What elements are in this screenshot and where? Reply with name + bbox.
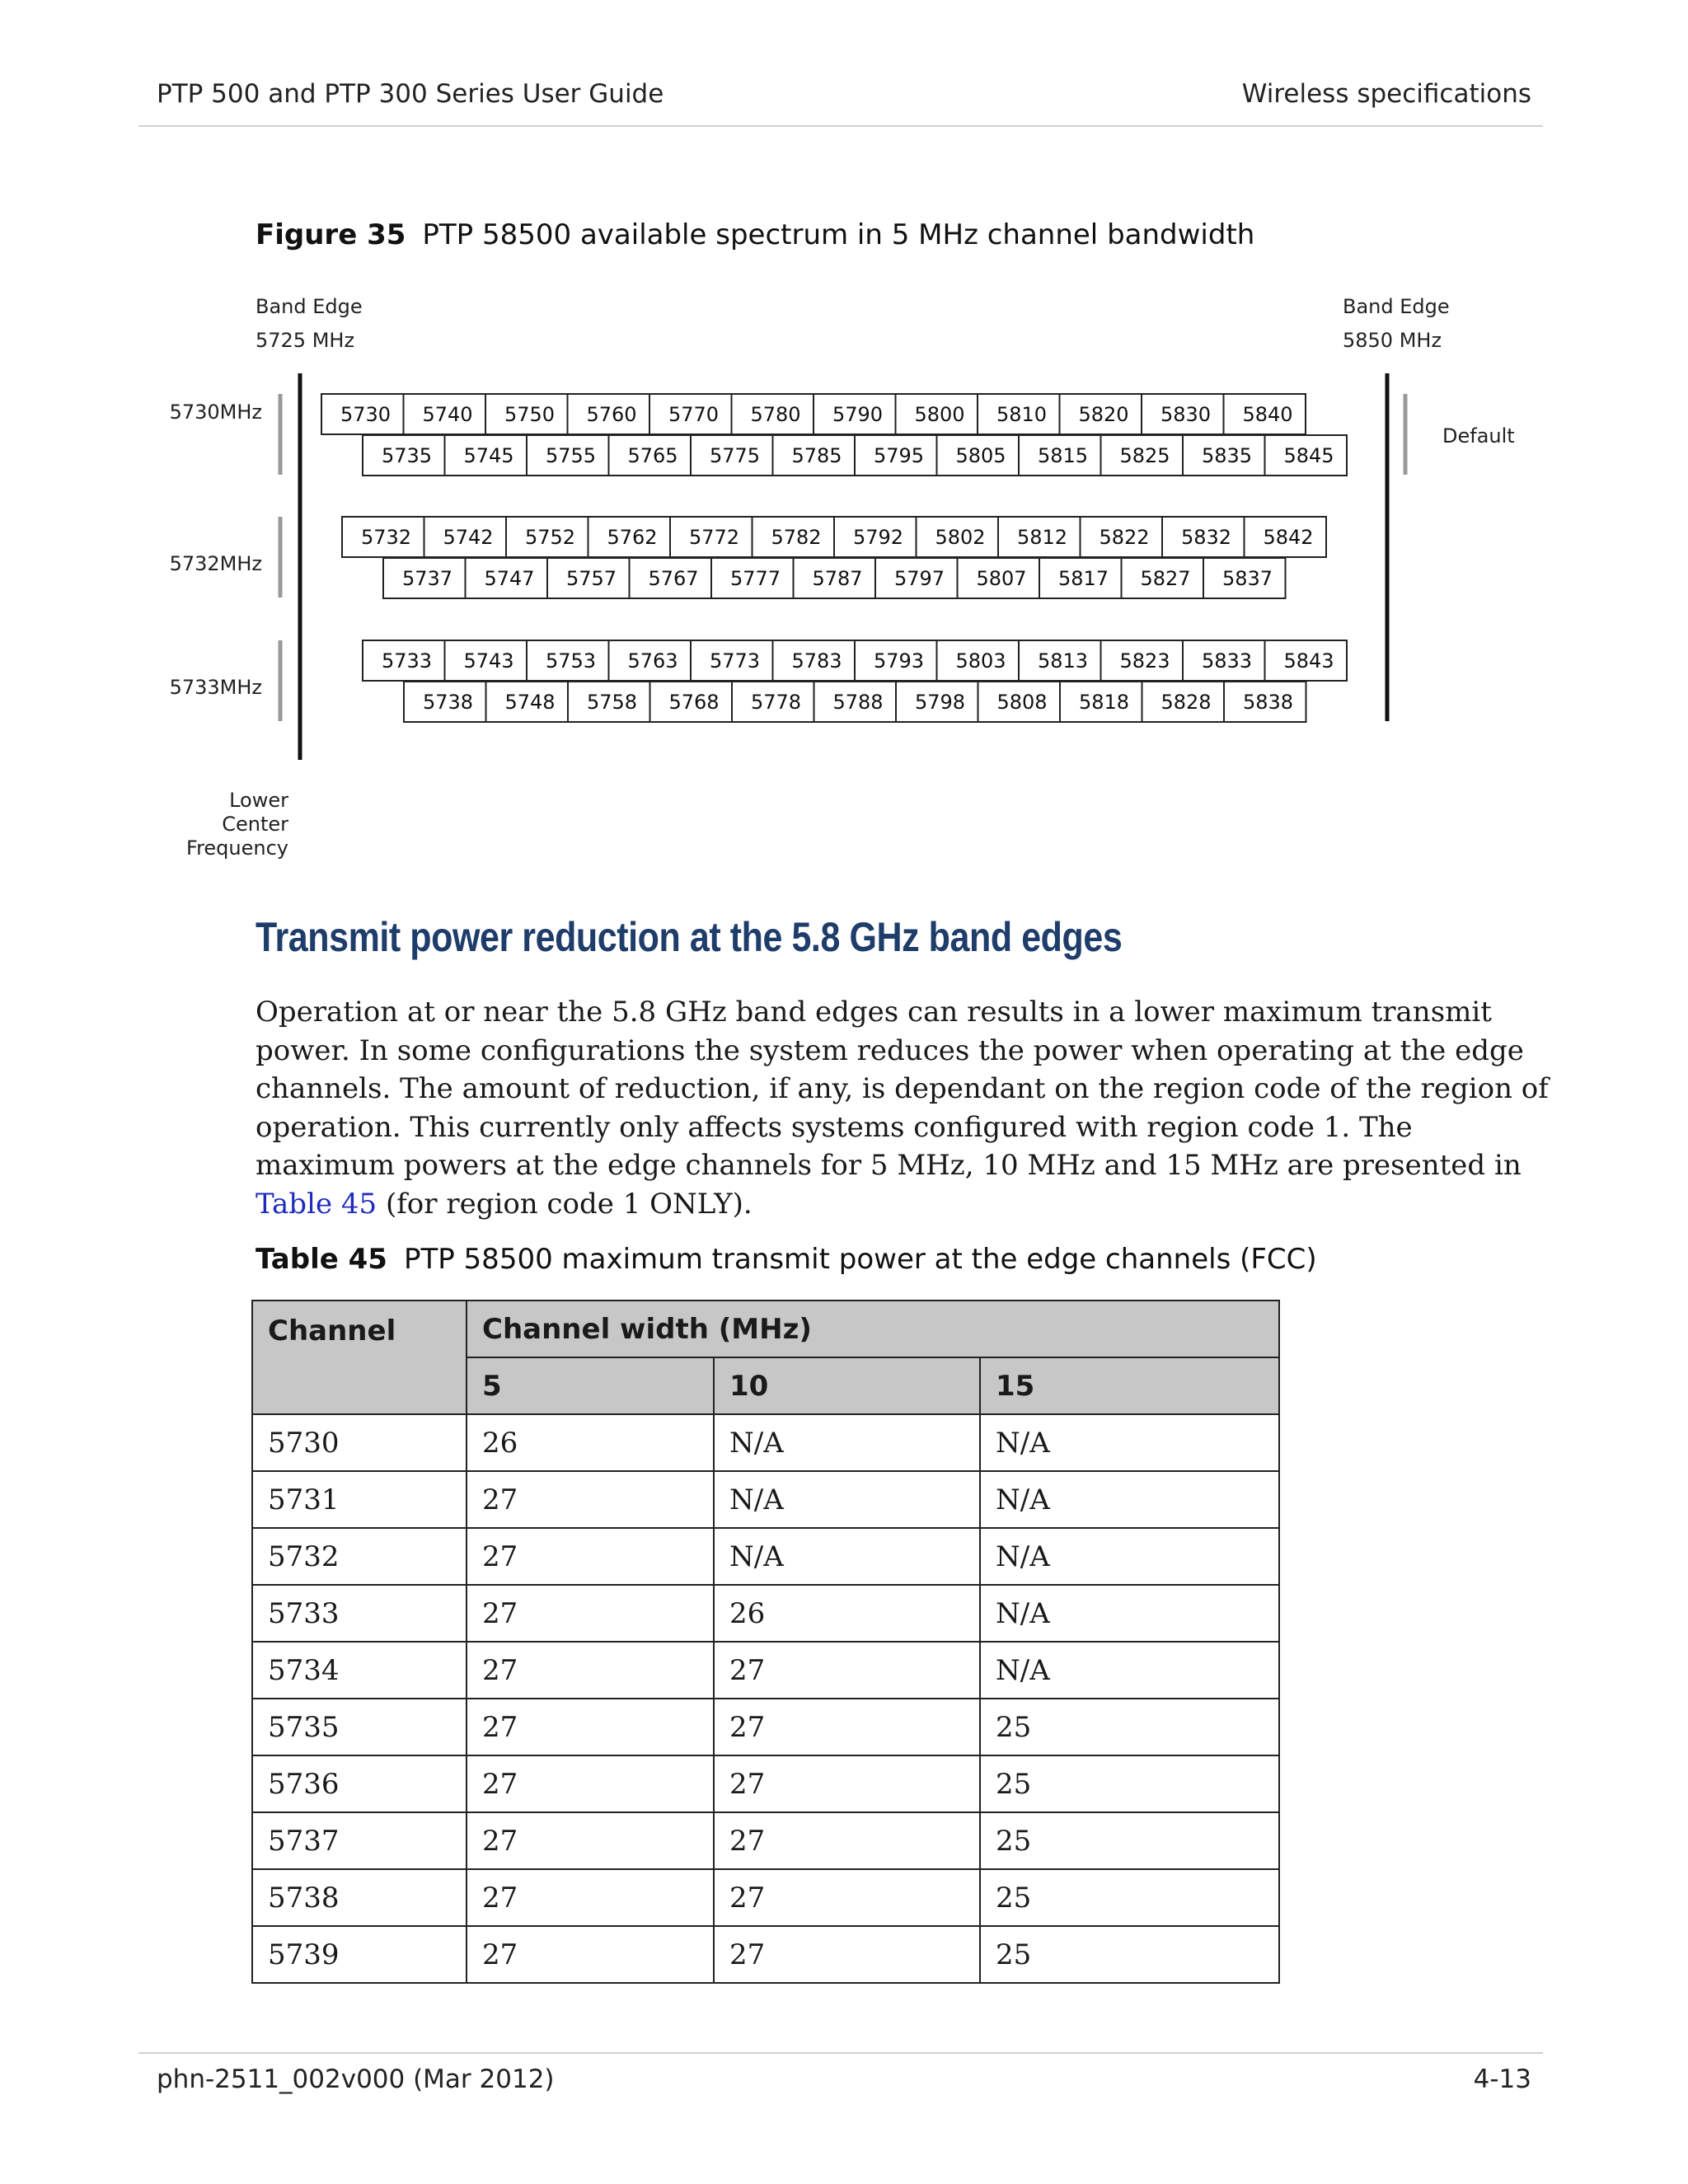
footer-document-id: phn-2511_002v000 (Mar 2012) bbox=[157, 2064, 555, 2094]
table-row bbox=[252, 1642, 1279, 1699]
channel-label: 5777 bbox=[730, 567, 781, 590]
cell-15mhz: N/A bbox=[980, 1414, 1279, 1471]
channel-label: 5793 bbox=[874, 649, 925, 673]
channel-label: 5753 bbox=[546, 649, 597, 673]
cell-10mhz: 27 bbox=[714, 1812, 980, 1869]
channel-label: 5802 bbox=[935, 526, 986, 549]
figure-caption bbox=[256, 218, 1254, 251]
channel-label: 5835 bbox=[1202, 444, 1253, 467]
channel-label: 5743 bbox=[463, 649, 514, 673]
table-row bbox=[252, 1812, 1279, 1869]
table-45-link[interactable]: Table 45 bbox=[256, 1187, 377, 1221]
cell-10mhz: N/A bbox=[714, 1414, 980, 1471]
channel-label: 5805 bbox=[955, 444, 1006, 467]
channel-label: 5775 bbox=[710, 444, 761, 467]
channel-label: 5837 bbox=[1222, 567, 1273, 590]
channel-label: 5767 bbox=[648, 567, 699, 590]
figure-title: PTP 58500 available spectrum in 5 MHz channel bandwidth bbox=[422, 218, 1255, 251]
channel-label: 5772 bbox=[689, 526, 740, 549]
table-caption bbox=[256, 1243, 1317, 1276]
cell-5mhz: 26 bbox=[467, 1414, 714, 1471]
band-edge-left-freq: 5725 MHz bbox=[256, 329, 355, 352]
channel-label: 5763 bbox=[627, 649, 678, 673]
body-paragraph bbox=[256, 993, 1550, 1223]
group-label-1: 5732MHz bbox=[169, 552, 262, 575]
channel-label: 5748 bbox=[504, 691, 556, 714]
channel-label: 5808 bbox=[996, 691, 1048, 714]
cell-5mhz: 27 bbox=[467, 1528, 714, 1585]
cell-15mhz: N/A bbox=[980, 1585, 1279, 1642]
channel-label: 5785 bbox=[791, 444, 842, 467]
channel-label: 5773 bbox=[710, 649, 761, 673]
channel-label: 5745 bbox=[463, 444, 514, 467]
cell-10mhz: N/A bbox=[714, 1471, 980, 1528]
channel-label: 5750 bbox=[504, 403, 556, 426]
channel-label: 5795 bbox=[874, 444, 925, 467]
channel-label: 5770 bbox=[668, 403, 720, 426]
cell-channel: 5739 bbox=[252, 1926, 467, 1983]
channel-label: 5815 bbox=[1038, 444, 1089, 467]
channel-label: 5735 bbox=[382, 444, 433, 467]
channel-label: 5823 bbox=[1119, 649, 1170, 673]
channel-label: 5747 bbox=[484, 567, 535, 590]
cell-5mhz: 27 bbox=[467, 1471, 714, 1528]
channel-label: 5792 bbox=[853, 526, 904, 549]
channel-label: 5812 bbox=[1017, 526, 1068, 549]
cell-10mhz: 27 bbox=[714, 1869, 980, 1926]
channel-label: 5810 bbox=[996, 403, 1048, 426]
header-section-name: Wireless specifications bbox=[1241, 79, 1531, 109]
channel-label: 5765 bbox=[627, 444, 678, 467]
cell-5mhz: 27 bbox=[467, 1926, 714, 1983]
table-row bbox=[252, 1699, 1279, 1755]
table-title: PTP 58500 maximum transmit power at the edge channels (FCC) bbox=[403, 1243, 1317, 1276]
channel-label: 5842 bbox=[1263, 526, 1314, 549]
channel-label: 5752 bbox=[525, 526, 576, 549]
channel-label: 5828 bbox=[1160, 691, 1212, 714]
cell-5mhz: 27 bbox=[467, 1699, 714, 1755]
cell-channel: 5738 bbox=[252, 1869, 467, 1926]
axis-label-line1: Lower bbox=[229, 789, 288, 812]
axis-label-line2: Center bbox=[222, 813, 288, 836]
section-heading: Transmit power reduction at the 5.8 GHz band edges bbox=[256, 914, 1123, 960]
default-label: Default bbox=[1442, 424, 1515, 448]
cell-channel: 5732 bbox=[252, 1528, 467, 1585]
band-edge-left-label: Band Edge bbox=[256, 295, 363, 318]
cell-10mhz: N/A bbox=[714, 1528, 980, 1585]
channel-label: 5827 bbox=[1140, 567, 1191, 590]
channel-label: 5790 bbox=[832, 403, 884, 426]
channel-label: 5830 bbox=[1160, 403, 1212, 426]
cell-channel: 5737 bbox=[252, 1812, 467, 1869]
channel-label: 5737 bbox=[402, 567, 453, 590]
table-row bbox=[252, 1414, 1279, 1471]
channel-label: 5783 bbox=[791, 649, 842, 673]
axis-label-line3: Frequency bbox=[186, 837, 288, 860]
cell-15mhz: N/A bbox=[980, 1528, 1279, 1585]
channel-label: 5832 bbox=[1181, 526, 1232, 549]
channel-label: 5818 bbox=[1079, 691, 1130, 714]
paragraph-text: Operation at or near the 5.8 GHz band edges can results in a lower maximum transmit power. In some configurations the system reduces the power when operating at the edge channels. The amount of reduction, if any, is dependant on the region code of the region of operation. This currently only affects systems configured with region code 1. The maximum powers at the edge channels for 5 MHz, 10 MHz and 15 MHz are presented in bbox=[256, 996, 1549, 1182]
cell-5mhz: 27 bbox=[467, 1812, 714, 1869]
cell-5mhz: 27 bbox=[467, 1585, 714, 1642]
cell-15mhz: 25 bbox=[980, 1755, 1279, 1812]
channel-label: 5778 bbox=[751, 691, 802, 714]
channel-label: 5833 bbox=[1202, 649, 1253, 673]
header-document-title: PTP 500 and PTP 300 Series User Guide bbox=[157, 79, 664, 109]
page-number: 4-13 bbox=[1473, 2064, 1531, 2094]
cell-channel: 5733 bbox=[252, 1585, 467, 1642]
spectrum-diagram bbox=[165, 288, 1550, 865]
channel-label: 5742 bbox=[443, 526, 494, 549]
channel-label: 5732 bbox=[361, 526, 412, 549]
channel-label: 5845 bbox=[1283, 444, 1334, 467]
group-label-2: 5733MHz bbox=[169, 676, 262, 699]
subheader-10: 10 bbox=[714, 1357, 980, 1414]
channel-label: 5730 bbox=[340, 403, 392, 426]
cell-channel: 5730 bbox=[252, 1414, 467, 1471]
table-label: Table 45 bbox=[256, 1243, 387, 1276]
subheader-15: 15 bbox=[980, 1357, 1279, 1414]
cell-15mhz: 25 bbox=[980, 1812, 1279, 1869]
channel-label: 5822 bbox=[1099, 526, 1150, 549]
channel-label: 5825 bbox=[1119, 444, 1170, 467]
cell-channel: 5736 bbox=[252, 1755, 467, 1812]
table-row bbox=[252, 1528, 1279, 1585]
cell-15mhz: 25 bbox=[980, 1926, 1279, 1983]
channel-label: 5807 bbox=[976, 567, 1027, 590]
table-row bbox=[252, 1585, 1279, 1642]
channel-label: 5768 bbox=[668, 691, 720, 714]
header-channel-width: Channel width (MHz) bbox=[467, 1301, 1279, 1357]
channel-label: 5800 bbox=[914, 403, 965, 426]
cell-channel: 5731 bbox=[252, 1471, 467, 1528]
cell-channel: 5735 bbox=[252, 1699, 467, 1755]
channel-label: 5738 bbox=[423, 691, 474, 714]
band-edge-right-label: Band Edge bbox=[1343, 295, 1450, 318]
table-row bbox=[252, 1926, 1279, 1983]
figure-label: Figure 35 bbox=[256, 218, 406, 251]
channel-label: 5740 bbox=[422, 403, 473, 426]
channel-label: 5820 bbox=[1078, 403, 1129, 426]
band-edge-right-freq: 5850 MHz bbox=[1343, 329, 1442, 352]
channel-label: 5762 bbox=[607, 526, 658, 549]
channel-label: 5803 bbox=[955, 649, 1006, 673]
cell-10mhz: 27 bbox=[714, 1755, 980, 1812]
cell-15mhz: 25 bbox=[980, 1699, 1279, 1755]
channel-label: 5758 bbox=[587, 691, 638, 714]
channel-label: 5813 bbox=[1038, 649, 1089, 673]
table-row bbox=[252, 1755, 1279, 1812]
channel-label: 5817 bbox=[1058, 567, 1109, 590]
channel-label: 5788 bbox=[832, 691, 884, 714]
cell-10mhz: 27 bbox=[714, 1642, 980, 1699]
cell-10mhz: 26 bbox=[714, 1585, 980, 1642]
cell-5mhz: 27 bbox=[467, 1755, 714, 1812]
edge-power-table bbox=[251, 1300, 1280, 1984]
channel-label: 5760 bbox=[586, 403, 637, 426]
cell-15mhz: 25 bbox=[980, 1869, 1279, 1926]
header-channel: Channel bbox=[252, 1301, 467, 1414]
channel-label: 5843 bbox=[1283, 649, 1334, 673]
cell-5mhz: 27 bbox=[467, 1869, 714, 1926]
channel-label: 5757 bbox=[566, 567, 617, 590]
cell-15mhz: N/A bbox=[980, 1642, 1279, 1699]
footer-divider bbox=[138, 2052, 1543, 2054]
cell-10mhz: 27 bbox=[714, 1699, 980, 1755]
channel-label: 5840 bbox=[1242, 403, 1293, 426]
cell-channel: 5734 bbox=[252, 1642, 467, 1699]
channel-label: 5755 bbox=[546, 444, 597, 467]
table-row bbox=[252, 1471, 1279, 1528]
paragraph-text-end: (for region code 1 ONLY). bbox=[377, 1187, 753, 1221]
page-header bbox=[157, 79, 1531, 112]
channel-label: 5782 bbox=[771, 526, 822, 549]
cell-10mhz: 27 bbox=[714, 1926, 980, 1983]
channel-label: 5838 bbox=[1243, 691, 1294, 714]
channel-label: 5797 bbox=[894, 567, 945, 590]
channel-label: 5798 bbox=[915, 691, 966, 714]
subheader-5: 5 bbox=[467, 1357, 714, 1414]
table-row bbox=[252, 1869, 1279, 1926]
header-divider bbox=[138, 125, 1543, 127]
channel-label: 5733 bbox=[382, 649, 433, 673]
cell-15mhz: N/A bbox=[980, 1471, 1279, 1528]
channel-label: 5787 bbox=[812, 567, 863, 590]
group-label-0: 5730MHz bbox=[169, 401, 262, 424]
cell-5mhz: 27 bbox=[467, 1642, 714, 1699]
channel-label: 5780 bbox=[750, 403, 801, 426]
